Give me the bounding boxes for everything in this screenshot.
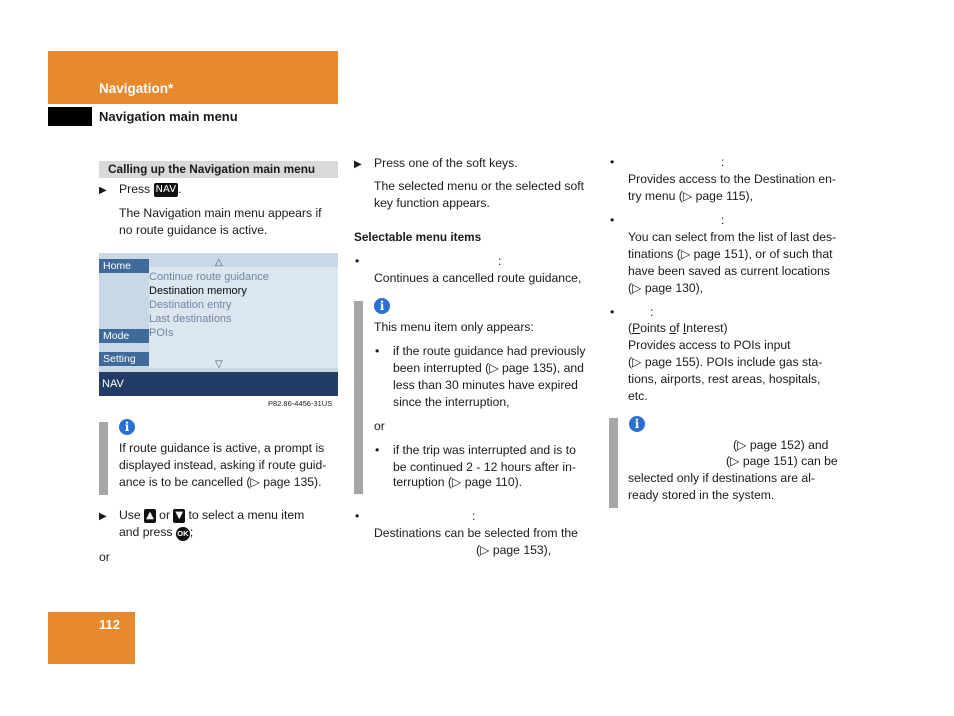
- note-intro: This menu item only appears:: [374, 320, 534, 334]
- step-text: Use: [119, 508, 141, 522]
- chapter-header-bar: [48, 51, 338, 104]
- image-code: P82.86-4456-31US: [268, 399, 333, 408]
- screen-item-selected: Destination memory: [149, 285, 247, 297]
- or-text: or: [99, 550, 110, 564]
- navigation-screen-image: [99, 253, 338, 396]
- bullet-icon: •: [610, 155, 615, 169]
- result-line: key function appears.: [374, 196, 490, 210]
- item-desc: Provides access to POIs input: [628, 338, 791, 352]
- note-or: or: [374, 419, 385, 433]
- item-colon: :: [721, 213, 725, 227]
- note-line: ready stored in the system.: [628, 488, 775, 502]
- page-number: 112: [99, 617, 120, 632]
- item-desc: (▷ page 153),: [476, 543, 552, 557]
- step-press-nav: [119, 181, 181, 198]
- note-line: ance is to be cancelled (▷ page 135).: [119, 475, 322, 489]
- bullet-icon: •: [375, 443, 380, 457]
- note-line: (▷ page 151) can be: [726, 454, 838, 468]
- item-desc: have been saved as current locations: [628, 264, 830, 278]
- result-line: The Navigation main menu appears if: [119, 206, 322, 220]
- note-line: displayed instead, asking if route guid-: [119, 458, 327, 472]
- step-arrow-icon: ▶: [99, 511, 107, 522]
- item-desc: Destinations can be selected from the: [374, 526, 578, 540]
- item-desc: You can select from the list of last des-: [628, 230, 837, 244]
- note-bar: [609, 418, 618, 508]
- item-desc: (▷ page 130),: [628, 281, 704, 295]
- item-desc: tinations (▷ page 151), or of such that: [628, 247, 833, 261]
- screen-item: POIs: [149, 327, 174, 339]
- softkey-setting: Setting: [99, 352, 149, 366]
- screen-status-bar: [99, 372, 338, 396]
- item-desc: (▷ page 155). POIs include gas sta-: [628, 355, 823, 369]
- subheading-calling-up: Calling up the Navigation main menu: [108, 162, 316, 176]
- poi-text: o: [669, 321, 677, 335]
- softkey-home: Home: [99, 259, 149, 273]
- step-text: or: [159, 508, 171, 522]
- screen-item: Continue route guidance: [149, 271, 269, 283]
- note-line: terruption (▷ page 110).: [393, 475, 523, 489]
- step-punct: ;: [189, 525, 194, 539]
- section-title: Navigation main menu: [99, 109, 238, 124]
- item-desc: etc.: [628, 389, 648, 403]
- note-line: been interrupted (▷ page 135), and: [393, 361, 584, 375]
- item-desc: Continues a cancelled route guidance,: [374, 271, 582, 285]
- note-line: since the interruption,: [393, 395, 510, 409]
- item-desc: try menu (▷ page 115),: [628, 189, 753, 203]
- chapter-title: Navigation*: [99, 81, 174, 96]
- step-punct: .: [178, 182, 182, 196]
- note-line: less than 30 minutes have expired: [393, 378, 578, 392]
- poi-text: oints: [640, 321, 670, 335]
- screen-item: Last destinations: [149, 313, 232, 325]
- bullet-icon: •: [375, 344, 380, 358]
- poi-text: (: [628, 321, 633, 335]
- section-marker: [48, 107, 92, 126]
- bullet-icon: •: [610, 305, 615, 319]
- step-press-soft-keys: Press one of the soft keys.: [374, 156, 518, 170]
- scroll-up-icon: △: [215, 257, 223, 268]
- poi-text: f: [676, 321, 683, 335]
- up-key-icon: ▲: [146, 510, 154, 521]
- note-bar: [354, 301, 363, 494]
- note-line: be continued 2 - 12 hours after in-: [393, 460, 576, 474]
- note-line: if the trip was interrupted and is to: [393, 443, 576, 457]
- note-line: if the route guidance had previously: [393, 344, 586, 358]
- result-line: no route guidance is active.: [119, 223, 268, 237]
- poi-text: P: [632, 321, 641, 335]
- screen-nav-label: NAV: [102, 378, 124, 390]
- step-select-item-cont: [119, 524, 193, 541]
- step-text: Press: [119, 182, 151, 196]
- note-line: (▷ page 152) and: [733, 438, 829, 452]
- bullet-icon: •: [610, 213, 615, 227]
- poi-expansion: [628, 320, 728, 337]
- page-number-box: [48, 612, 135, 664]
- item-desc: Provides access to the Destination en-: [628, 172, 836, 186]
- nav-key-icon: NAV: [155, 184, 177, 195]
- note-bar: [99, 422, 108, 495]
- poi-text: nterest): [686, 321, 728, 335]
- down-key-icon: ▼: [175, 510, 184, 521]
- step-text: to select a menu item: [188, 508, 305, 522]
- item-colon: :: [498, 254, 502, 268]
- scroll-down-icon: ▽: [215, 359, 223, 370]
- screen-item: Destination entry: [149, 299, 232, 311]
- poi-text: I: [682, 321, 687, 335]
- item-colon: :: [472, 509, 476, 523]
- info-icon: i: [374, 298, 390, 314]
- softkey-mode: Mode: [99, 329, 149, 343]
- result-line: The selected menu or the selected soft: [374, 179, 585, 193]
- item-colon: :: [650, 305, 654, 319]
- subheading-selectable: Selectable menu items: [354, 230, 482, 244]
- info-icon: i: [629, 416, 645, 432]
- item-desc: tions, airports, rest areas, hospitals,: [628, 372, 821, 386]
- note-line: selected only if destinations are al-: [628, 471, 815, 485]
- step-arrow-icon: ▶: [99, 185, 107, 196]
- step-select-item: [119, 507, 304, 524]
- ok-key-icon: OK: [176, 527, 190, 541]
- note-line: If route guidance is active, a prompt is: [119, 441, 325, 455]
- item-colon: :: [721, 155, 725, 169]
- bullet-icon: •: [355, 509, 360, 523]
- bullet-icon: •: [355, 254, 360, 268]
- info-icon: i: [119, 419, 135, 435]
- step-text: and press: [119, 525, 173, 539]
- step-arrow-icon: ▶: [354, 159, 362, 170]
